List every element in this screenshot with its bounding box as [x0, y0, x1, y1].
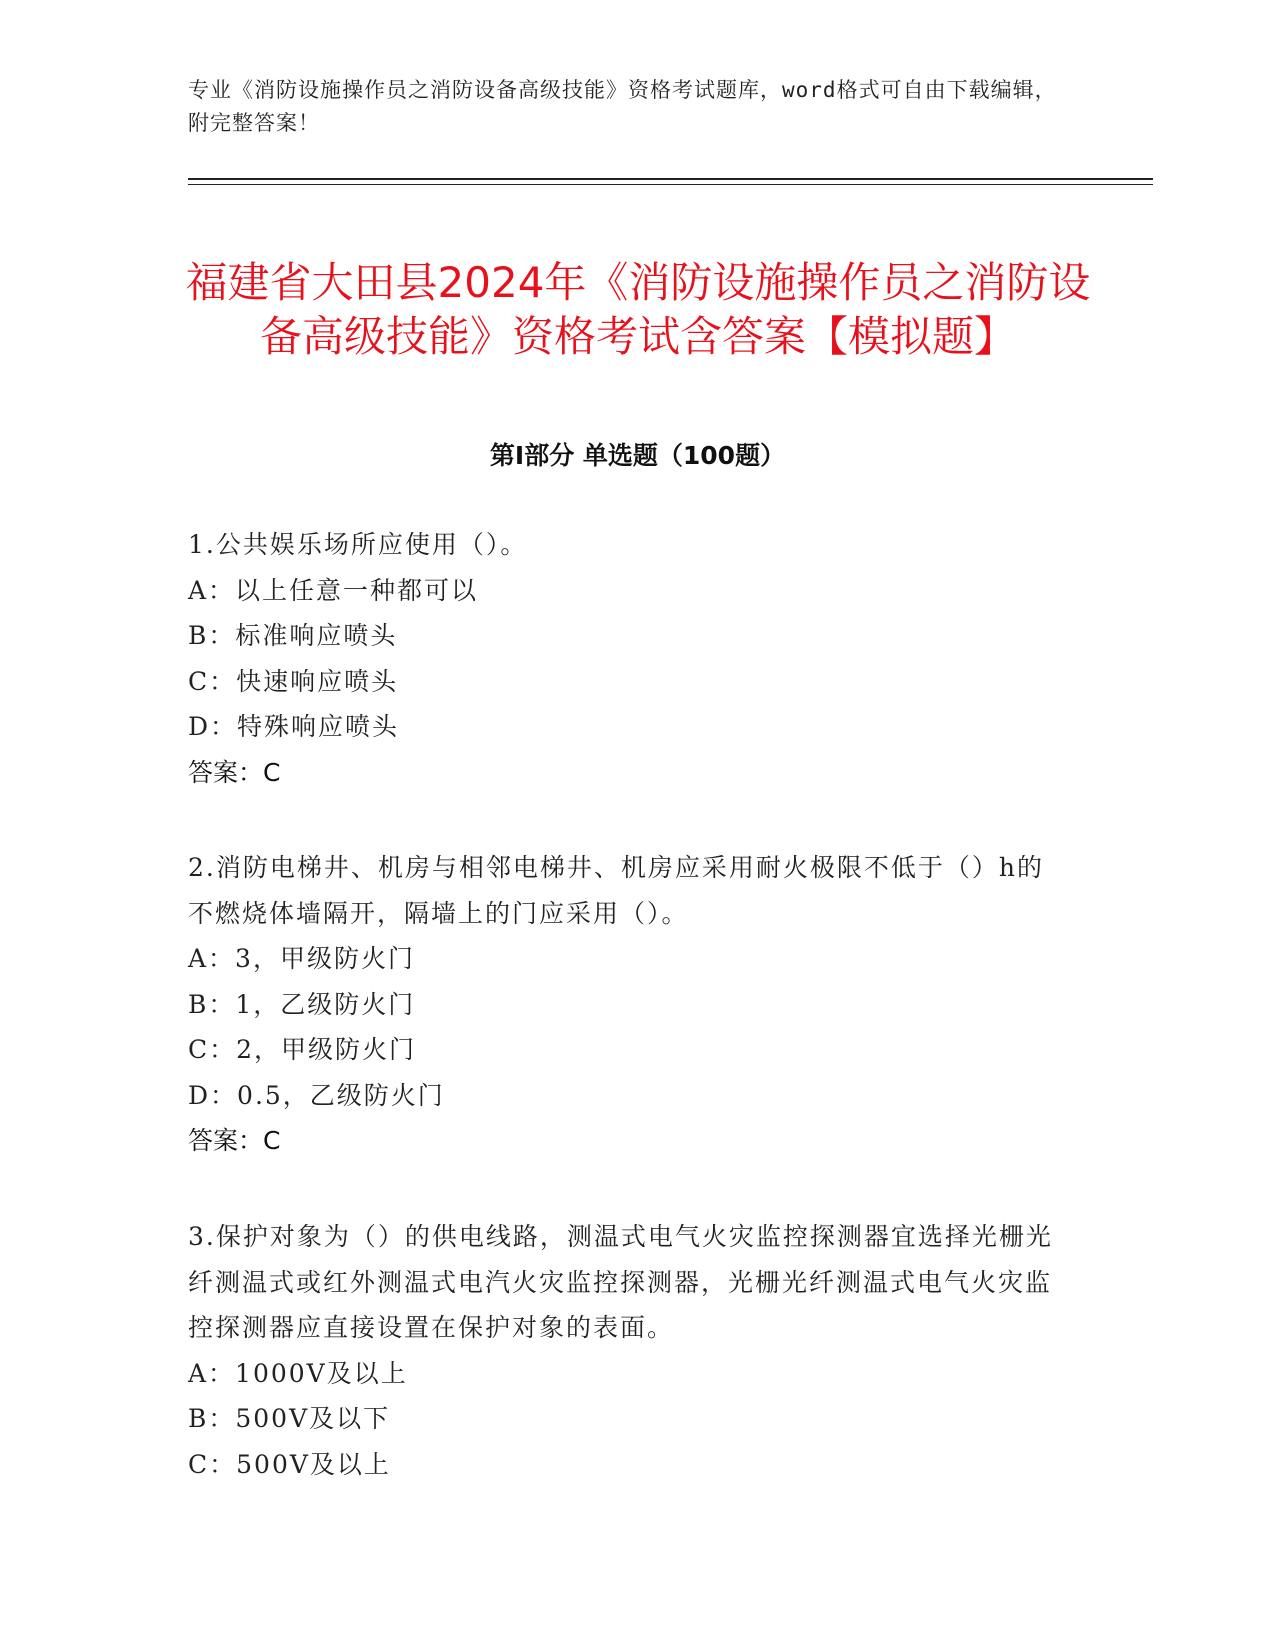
section-heading: 第I部分 单选题（100题）: [489, 441, 786, 470]
question-stem: 1.公共娱乐场所应使用（）。: [188, 530, 528, 559]
answer: 答案：C: [188, 1126, 281, 1155]
option-d: D：0.5，乙级防火门: [188, 1080, 445, 1110]
header-note: 专业《消防设施操作员之消防设备高级技能》资格考试题库，word格式可自由下载编辑，附完整答案！: [188, 78, 1057, 135]
option-a: A：3，甲级防火门: [188, 944, 415, 973]
question-2: [188, 845, 1068, 1164]
option-b: B：1，乙级防火门: [188, 989, 416, 1019]
option-b: B：标准响应喷头: [188, 621, 398, 650]
option-d: D：特殊响应喷头: [188, 712, 400, 741]
option-b: B：500V及以下: [188, 1404, 391, 1433]
question-3: [188, 1214, 1068, 1487]
answer: 答案：C: [188, 757, 281, 787]
option-a: A：1000V及以上: [188, 1358, 408, 1388]
option-c: C：2，甲级防火门: [188, 1035, 417, 1064]
header-rule-thick: [188, 178, 1153, 180]
question-stem: 2.消防电梯井、机房与相邻电梯井、机房应采用耐火极限不低于（）h的不燃烧体墙隔开，隔墙上的门应采用（）。: [188, 853, 1044, 928]
question-1: [188, 522, 1068, 795]
option-a: A：以上任意一种都可以: [188, 575, 479, 605]
option-c: C：快速响应喷头: [188, 666, 399, 696]
option-c: C：500V及以上: [188, 1449, 391, 1479]
question-stem: 3.保护对象为（）的供电线路，测温式电气火灾监控探测器宜选择光栅光纤测温式或红外测温式电汽火灾监控探测器，光栅光纤测温式电气火灾监控探测器应直接设置在保护对象的表面。: [188, 1222, 1053, 1342]
header-rule-thin: [188, 184, 1153, 185]
document-title: 福建省大田县2024年《消防设施操作员之消防设备高级技能》资格考试含答案【模拟题】: [185, 258, 1091, 362]
